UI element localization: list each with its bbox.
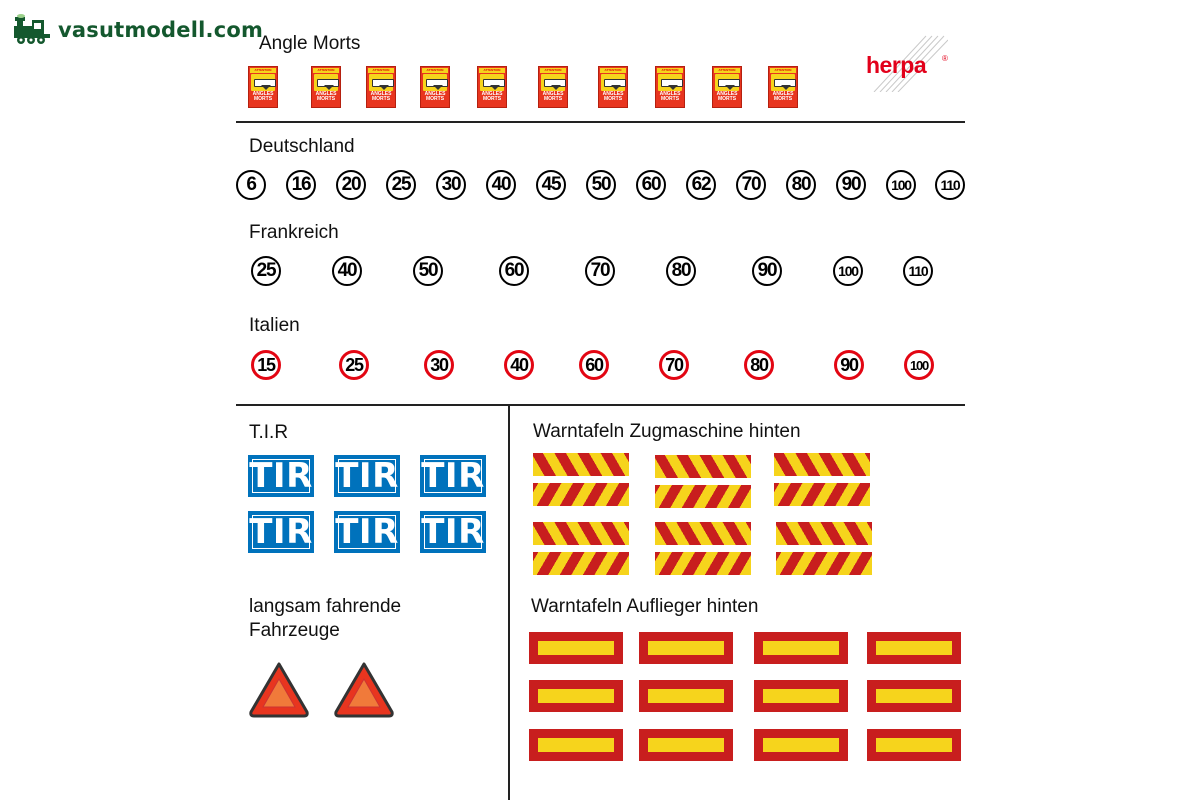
- de-speed-sign-40: [486, 170, 516, 200]
- herpa-logo: [866, 34, 948, 92]
- it-speed-sign-100: [904, 350, 934, 380]
- de-speed-sign-80: [786, 170, 816, 200]
- divider-top: [236, 121, 965, 123]
- it-speed-sign-40: [504, 350, 534, 380]
- angle-morts-sticker: [768, 66, 798, 108]
- speed-value: 20: [341, 174, 361, 195]
- speed-value: 25: [256, 260, 276, 281]
- warning-plate-auflieger: [639, 632, 733, 664]
- tir-plate: [334, 455, 400, 497]
- warning-plate-chevron-lower: [533, 552, 629, 575]
- tir-plate: [420, 455, 486, 497]
- speed-value: 60: [504, 260, 524, 281]
- it-speed-sign-90: [834, 350, 864, 380]
- truck-blindspot-icon: [423, 74, 447, 91]
- sticker-attention-text: ATTENTION: [770, 68, 796, 73]
- heading-deutschland: Deutschland: [249, 136, 355, 157]
- truck-blindspot-icon: [251, 74, 275, 91]
- warning-plate-chevron-upper: [774, 453, 870, 476]
- speed-value: 40: [337, 260, 357, 281]
- warning-plate-auflieger: [754, 680, 848, 712]
- warning-plate-auflieger: [867, 729, 961, 761]
- sticker-angles-morts-text: ANGLES MORTS: [370, 91, 392, 102]
- speed-value: 40: [491, 174, 511, 195]
- fr-speed-sign-25: [251, 256, 281, 286]
- warning-plate-auflieger: [754, 729, 848, 761]
- truck-blindspot-icon: [601, 74, 625, 91]
- speed-value: 45: [541, 174, 561, 195]
- speed-value: 30: [430, 354, 448, 375]
- warning-plate-auflieger: [529, 680, 623, 712]
- de-speed-sign-6: [236, 170, 266, 200]
- sticker-attention-text: ATTENTION: [250, 68, 276, 73]
- sticker-attention-text: ATTENTION: [368, 68, 394, 73]
- speed-value: 70: [741, 174, 761, 195]
- de-speed-sign-90: [836, 170, 866, 200]
- sticker-angles-morts-text: ANGLES MORTS: [659, 91, 681, 102]
- locomotive-icon: [12, 14, 52, 46]
- angle-morts-sticker: [420, 66, 450, 108]
- speed-value: 25: [391, 174, 411, 195]
- slow-vehicle-triangle-icon: [333, 661, 395, 719]
- speed-value: 80: [791, 174, 811, 195]
- warning-plate-chevron-upper: [533, 453, 629, 476]
- warning-plate-auflieger: [529, 632, 623, 664]
- de-speed-sign-50: [586, 170, 616, 200]
- heading-slow-vehicles-line2: Fahrzeuge: [249, 620, 340, 641]
- speed-value: 100: [891, 177, 911, 193]
- fr-speed-sign-110: [903, 256, 933, 286]
- truck-blindspot-icon: [715, 74, 739, 91]
- truck-blindspot-icon: [369, 74, 393, 91]
- fr-speed-sign-90: [752, 256, 782, 286]
- it-speed-sign-15: [251, 350, 281, 380]
- warning-plate-chevron-upper: [776, 522, 872, 545]
- tir-label: TIR: [249, 456, 313, 496]
- truck-blindspot-icon: [658, 74, 682, 91]
- sticker-attention-text: ATTENTION: [657, 68, 683, 73]
- speed-value: 62: [691, 174, 711, 195]
- speed-value: 90: [840, 354, 858, 375]
- fr-speed-sign-70: [585, 256, 615, 286]
- warning-plate-yellow-center: [876, 738, 952, 752]
- speed-value: 50: [591, 174, 611, 195]
- de-speed-sign-110: [935, 170, 965, 200]
- tir-label: TIR: [421, 456, 485, 496]
- angle-morts-sticker: [248, 66, 278, 108]
- sticker-angles-morts-text: ANGLES MORTS: [772, 91, 794, 102]
- de-speed-sign-30: [436, 170, 466, 200]
- warning-plate-yellow-center: [648, 738, 724, 752]
- slow-vehicle-triangle-icon: [248, 661, 310, 719]
- truck-blindspot-icon: [480, 74, 504, 91]
- speed-value: 100: [838, 263, 858, 279]
- it-speed-sign-70: [659, 350, 689, 380]
- warning-plate-yellow-center: [876, 689, 952, 703]
- sticker-angles-morts-text: ANGLES MORTS: [481, 91, 503, 102]
- warning-plate-chevron-upper: [655, 522, 751, 545]
- warning-plate-auflieger: [754, 632, 848, 664]
- heading-warntafeln-zugmaschine: Warntafeln Zugmaschine hinten: [533, 421, 801, 442]
- angle-morts-sticker: [655, 66, 685, 108]
- fr-speed-sign-40: [332, 256, 362, 286]
- tir-plate: [248, 455, 314, 497]
- site-brand[interactable]: [12, 14, 263, 46]
- sticker-angles-morts-text: ANGLES MORTS: [602, 91, 624, 102]
- warning-plate-yellow-center: [763, 689, 839, 703]
- fr-speed-sign-60: [499, 256, 529, 286]
- angle-morts-sticker: [538, 66, 568, 108]
- warning-plate-yellow-center: [876, 641, 952, 655]
- speed-value: 60: [641, 174, 661, 195]
- de-speed-sign-70: [736, 170, 766, 200]
- warning-plate-yellow-center: [648, 641, 724, 655]
- de-speed-sign-62: [686, 170, 716, 200]
- warning-plate-yellow-center: [538, 689, 614, 703]
- divider-vertical: [508, 405, 510, 800]
- de-speed-sign-25: [386, 170, 416, 200]
- angle-morts-sticker: [477, 66, 507, 108]
- truck-blindspot-icon: [541, 74, 565, 91]
- warning-plate-yellow-center: [763, 641, 839, 655]
- warning-plate-chevron-lower: [533, 483, 629, 506]
- speed-value: 90: [841, 174, 861, 195]
- fr-speed-sign-80: [666, 256, 696, 286]
- truck-blindspot-icon: [314, 74, 338, 91]
- warning-plate-auflieger: [867, 632, 961, 664]
- warning-plate-yellow-center: [538, 738, 614, 752]
- sticker-attention-text: ATTENTION: [600, 68, 626, 73]
- tir-label: TIR: [335, 512, 399, 552]
- sticker-angles-morts-text: ANGLES MORTS: [542, 91, 564, 102]
- warning-plate-auflieger: [639, 729, 733, 761]
- sticker-angles-morts-text: ANGLES MORTS: [315, 91, 337, 102]
- it-speed-sign-25: [339, 350, 369, 380]
- warning-plate-chevron-upper: [533, 522, 629, 545]
- tir-plate: [420, 511, 486, 553]
- heading-tir: T.I.R: [249, 422, 289, 443]
- de-speed-sign-60: [636, 170, 666, 200]
- sticker-angles-morts-text: ANGLES MORTS: [716, 91, 738, 102]
- speed-value: 90: [757, 260, 777, 281]
- warning-plate-auflieger: [867, 680, 961, 712]
- speed-value: 70: [590, 260, 610, 281]
- it-speed-sign-80: [744, 350, 774, 380]
- de-speed-sign-20: [336, 170, 366, 200]
- speed-value: 70: [665, 354, 683, 375]
- speed-value: 16: [291, 174, 311, 195]
- sticker-angles-morts-text: ANGLES MORTS: [424, 91, 446, 102]
- angle-morts-sticker: [311, 66, 341, 108]
- heading-slow-vehicles-line1: langsam fahrende: [249, 596, 402, 617]
- tir-plate: [248, 511, 314, 553]
- speed-value: 30: [441, 174, 461, 195]
- warning-plate-yellow-center: [538, 641, 614, 655]
- registered-mark: ®: [942, 54, 948, 63]
- warning-plate-chevron-lower: [655, 552, 751, 575]
- speed-value: 100: [909, 357, 929, 373]
- de-speed-sign-45: [536, 170, 566, 200]
- tir-plate: [334, 511, 400, 553]
- speed-value: 6: [246, 174, 256, 195]
- it-speed-sign-60: [579, 350, 609, 380]
- brand-name: vasutmodell.com: [58, 18, 264, 42]
- sticker-attention-text: ATTENTION: [714, 68, 740, 73]
- heading-frankreich: Frankreich: [249, 222, 339, 243]
- warning-plate-yellow-center: [648, 689, 724, 703]
- de-speed-sign-16: [286, 170, 316, 200]
- angle-morts-sticker: [712, 66, 742, 108]
- de-speed-sign-100: [886, 170, 916, 200]
- warning-plate-auflieger: [639, 680, 733, 712]
- speed-value: 50: [418, 260, 438, 281]
- fr-speed-sign-100: [833, 256, 863, 286]
- speed-value: 25: [345, 354, 363, 375]
- truck-blindspot-icon: [771, 74, 795, 91]
- warning-plate-chevron-lower: [655, 485, 751, 508]
- sticker-angles-morts-text: ANGLES MORTS: [252, 91, 274, 102]
- divider-middle: [236, 404, 965, 406]
- herpa-wordmark: herpa: [866, 52, 927, 78]
- tir-label: TIR: [335, 456, 399, 496]
- speed-value: 80: [750, 354, 768, 375]
- warning-plate-chevron-upper: [655, 455, 751, 478]
- it-speed-sign-30: [424, 350, 454, 380]
- warning-plate-chevron-lower: [776, 552, 872, 575]
- speed-value: 110: [908, 263, 928, 279]
- speed-value: 60: [585, 354, 603, 375]
- heading-italien: Italien: [249, 315, 300, 336]
- speed-value: 15: [257, 354, 275, 375]
- speed-value: 40: [510, 354, 528, 375]
- heading-warntafeln-auflieger: Warntafeln Auflieger hinten: [531, 596, 759, 617]
- sticker-attention-text: ATTENTION: [422, 68, 448, 73]
- heading-angle-morts: Angle Morts: [259, 33, 361, 54]
- warning-plate-auflieger: [529, 729, 623, 761]
- warning-plate-chevron-lower: [774, 483, 870, 506]
- sticker-attention-text: ATTENTION: [540, 68, 566, 73]
- fr-speed-sign-50: [413, 256, 443, 286]
- tir-label: TIR: [421, 512, 485, 552]
- speed-value: 110: [940, 177, 960, 193]
- sticker-attention-text: ATTENTION: [313, 68, 339, 73]
- warning-plate-yellow-center: [763, 738, 839, 752]
- angle-morts-sticker: [598, 66, 628, 108]
- angle-morts-sticker: [366, 66, 396, 108]
- speed-value: 80: [671, 260, 691, 281]
- sticker-attention-text: ATTENTION: [479, 68, 505, 73]
- tir-label: TIR: [249, 512, 313, 552]
